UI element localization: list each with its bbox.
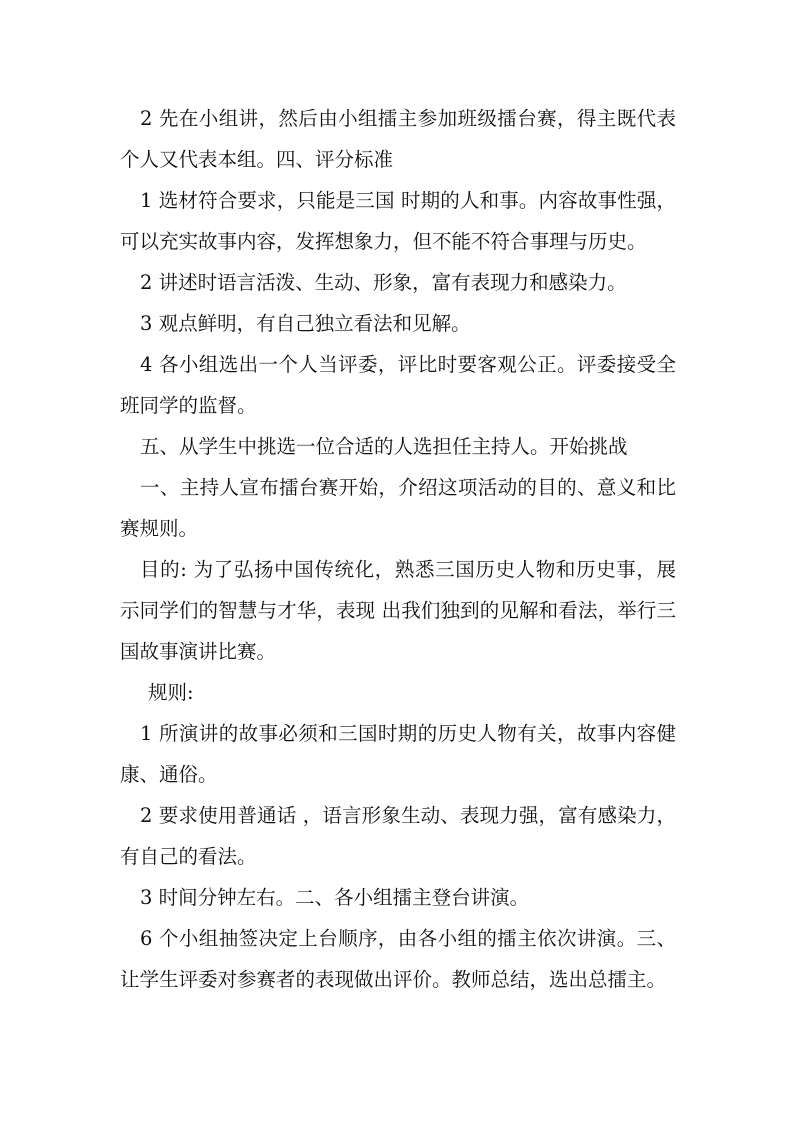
paragraph-criterion-4: 4 各小组选出一个人当评委，评比时要客观公正。评委接受全班同学的监督。 xyxy=(120,353,676,417)
paragraph-order: 6 个小组抽签决定上台顺序，由各小组的擂主依次讲演。三、让学生评委对参赛者的表现做出评价。教师总结，选出总擂主。 xyxy=(120,927,676,991)
paragraph-criterion-2: 2 讲述时语言活泼、生动、形象，富有表现力和感染力。 xyxy=(140,271,627,294)
paragraph-rule-3: 3 时间分钟左右。二、各小组擂主登台讲演。 xyxy=(140,886,530,909)
paragraph-rule-2: 2 要求使用普通话 ，语言形象生动、表现力强，富有感染力，有自己的看法。 xyxy=(120,804,676,868)
paragraph-host-announcement: 一、主持人宣布擂台赛开始，介绍这项活动的目的、意义和比赛规则。 xyxy=(120,476,676,540)
paragraph-rules-intro: 2 先在小组讲，然后由小组擂主参加班级擂台赛，得主既代表个人又代表本组。四、评分标准 xyxy=(120,107,676,171)
paragraph-purpose: 目的: 为了弘扬中国传统化，熟悉三国历史人物和历史事，展示同学们的智慧与才华，表现 出我们独到的见解和看法，举行三国故事演讲比赛。 xyxy=(120,558,676,663)
paragraph-host-selection: 五、从学生中挑选一位合适的人选担任主持人。开始挑战 xyxy=(140,435,628,458)
document-body xyxy=(120,98,676,1000)
paragraph-criterion-1: 1 选材符合要求，只能是三国 时期的人和事。内容故事性强，可以充实故事内容，发挥想象力，但不能不符合事理与历史。 xyxy=(120,189,676,253)
paragraph-rule-1: 1 所演讲的故事必须和三国时期的历史人物有关，故事内容健康、通俗。 xyxy=(120,722,676,786)
paragraph-rules-heading: 规则: xyxy=(148,681,194,704)
paragraph-criterion-3: 3 观点鲜明，有自己独立看法和见解。 xyxy=(140,312,471,335)
